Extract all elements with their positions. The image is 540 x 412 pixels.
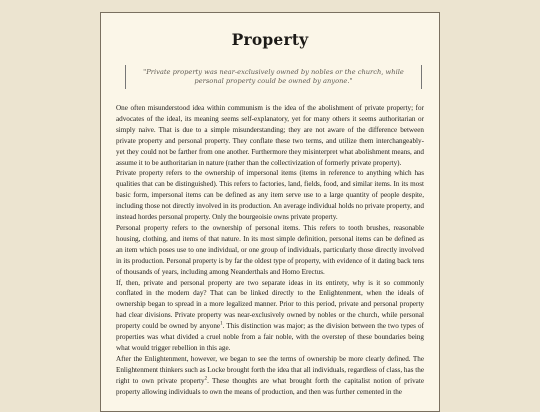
paragraph-text: . This distinction was major; as the division between the two types of properties was what divided a cruel noble from a fair noble, with the overstep of these boundaries being what would trigger rebellion in this age. bbox=[116, 322, 424, 352]
paragraph: Personal property refers to the ownership of personal items. This refers to tooth brushes, reasonable housing, clothing, and items of that nature. In its most simple definition, personal items can be defined as an item which poses use to one individual, or one group of individuals, particularly those directly involved in its production. Personal property is by far the oldest type of property, with evidence of it dating back tens of thousands of years, including among Neanderthals and Homo Erectus. bbox=[116, 223, 424, 276]
article-page bbox=[100, 12, 440, 412]
paragraph: One often misunderstood idea within communism is the idea of the abolishment of private property; for advocates of the ideal, its meaning seems self-explanatory, yet for many others it seems authoritarian or simply naive. That is due to a simple misunderstanding; they are not aware of the difference between private property and personal property. They conflate these two terms, and utilize them interchangeably- yet they could not be farther from one another. Furthermore they misinterpret what abolishment means, and assume it to be authoritarian in nature (rather than the collectivization of formerly private property). bbox=[116, 104, 424, 167]
footnote-ref[interactable]: 2 bbox=[204, 376, 208, 382]
pull-quote-text: "Private property was near-exclusively owned by nobles or the church, while personal property could be owned by anyone." bbox=[143, 68, 404, 85]
footnote-ref[interactable]: 1 bbox=[220, 321, 223, 327]
paragraph-text: If, then, private and personal property are two separate ideas in its entirety, why is it so commonly conflated in the modern day? That can be linked directly to the Enlightenment, when the ideals of ownership began to spread in a more legalized manner. Prior to this period, private and personal property had clear divisions. Private property was near-exclusively owned by nobles or the church, while personal property could be owned by anyone bbox=[116, 278, 424, 331]
paragraph bbox=[116, 278, 424, 354]
pull-quote bbox=[125, 65, 422, 89]
paragraph: Private property refers to the ownership of impersonal items (items in reference to anything which has qualities that can be distinguished). This refers to factories, land, fields, food, and similar items. In its most basic form, impersonal items can be defined as any item serve use to a large quantity of people despite, including those not directly involved in its production. An average individual holds no private property, and instead hordes personal property. Only the bourgeoisie owns private property. bbox=[116, 169, 424, 222]
page-title: Property bbox=[231, 30, 309, 49]
paragraph-text: After the Enlightenment, however, we began to see the terms of ownership be more clearly defined. The Enlightenment thinkers such as Locke brought forth the idea that all individuals, regardless of class, has the right to own private property bbox=[116, 354, 424, 385]
paragraph-text: . These thoughts are what brought forth the capitalist notion of private property allowing individuals to own the means of production, and then was further cemented in the bbox=[116, 376, 424, 396]
article-body bbox=[116, 103, 424, 397]
paragraph bbox=[116, 354, 424, 398]
